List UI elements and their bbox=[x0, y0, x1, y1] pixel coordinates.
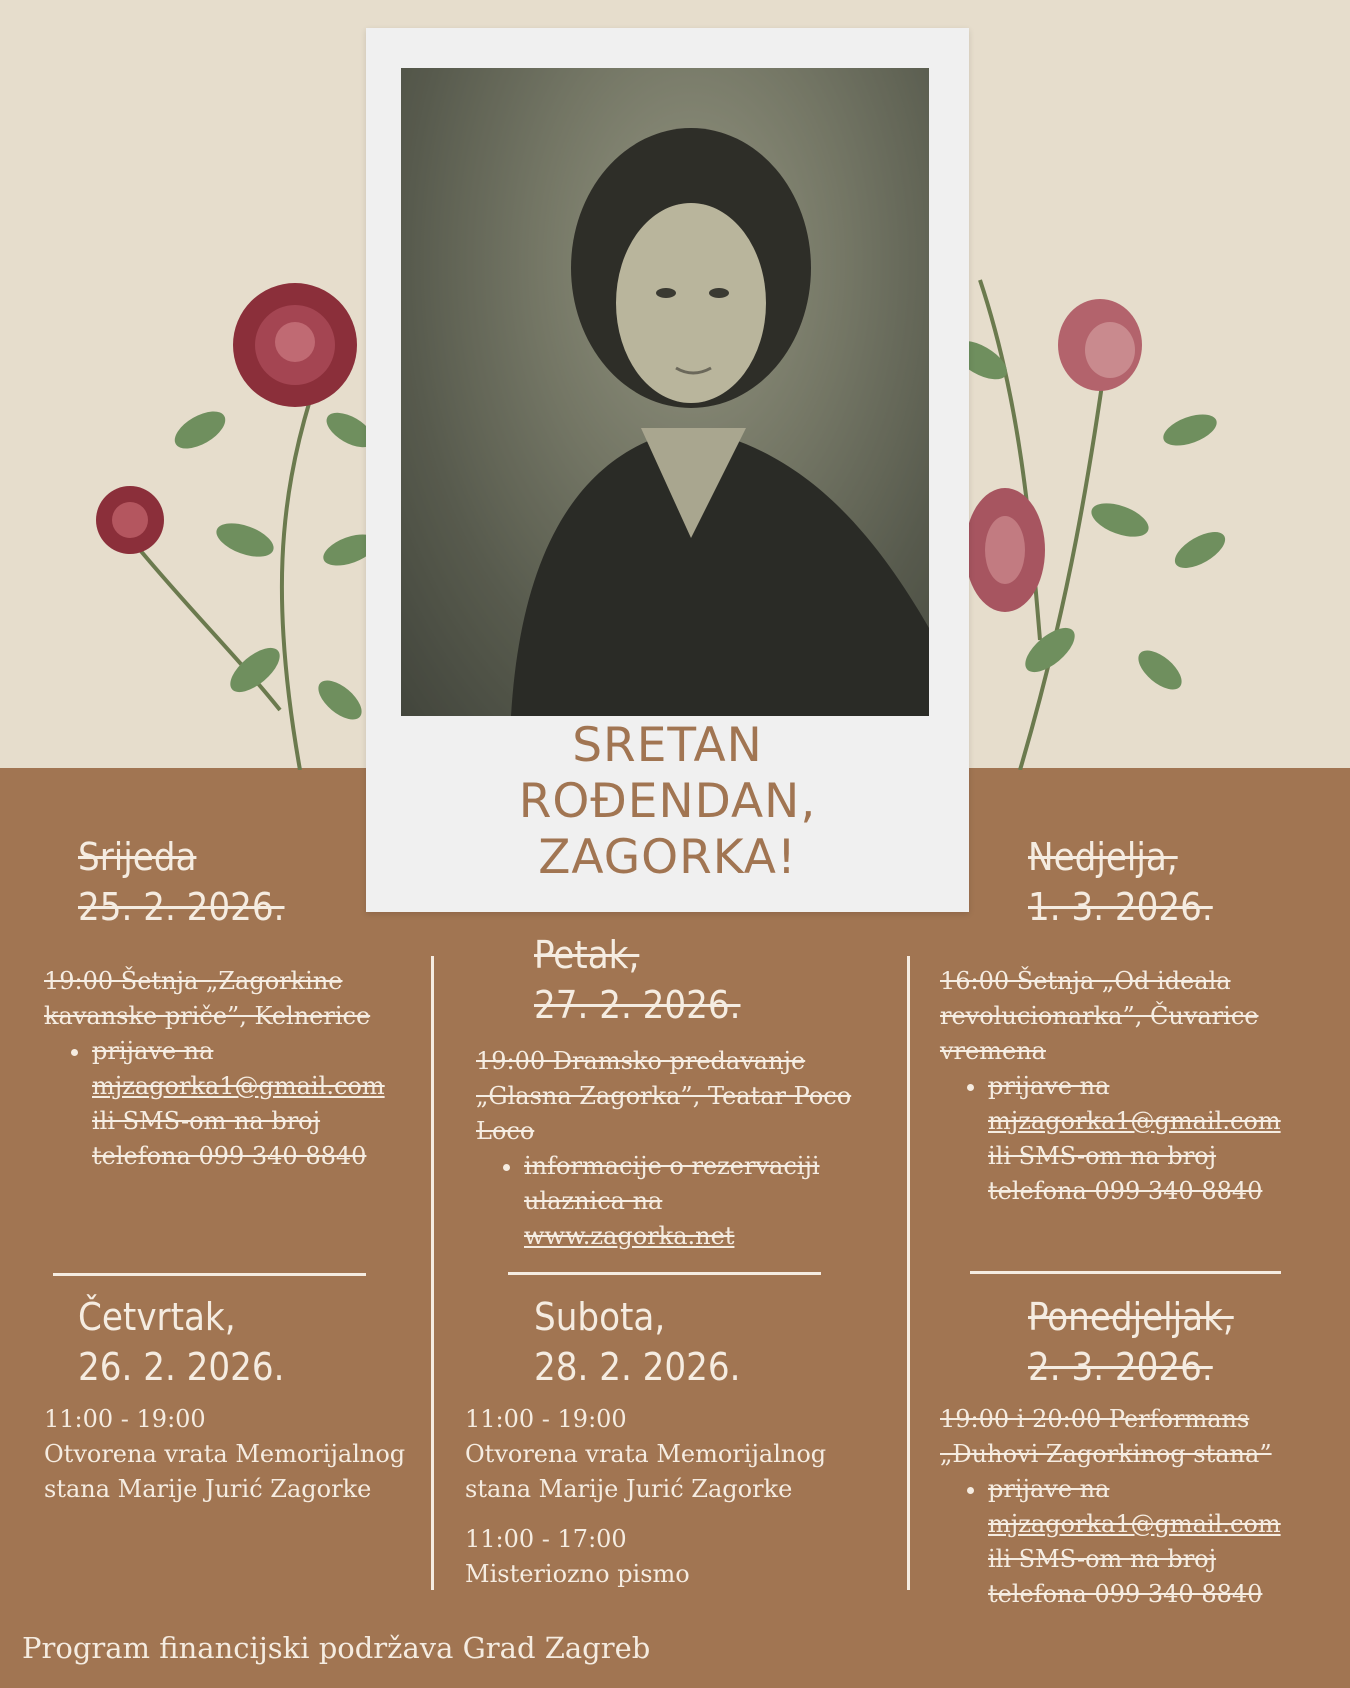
column-divider-left bbox=[431, 956, 434, 1590]
event-saturday-time-1: 11:00 - 19:00 bbox=[465, 1405, 627, 1433]
event-saturday-title-1: Otvorena vrata Memorijalnog stana Marije Jurić Zagorke bbox=[465, 1440, 827, 1503]
day-label-friday: Petak, 27. 2. 2026. bbox=[534, 933, 741, 1027]
day-label-saturday: Subota, 28. 2. 2026. bbox=[534, 1295, 741, 1389]
event-monday-text: 19:00 i 20:00 Performans „Duhovi Zagorkinog stana” bbox=[940, 1405, 1272, 1468]
roses-left-illustration bbox=[80, 280, 380, 770]
event-friday bbox=[476, 1044, 876, 1254]
event-friday-text: 19:00 Dramsko predavanje „Glasna Zagorka”, Teatar Poco Loco bbox=[476, 1047, 852, 1145]
bullet-text: ili SMS-om na broj telefona 099 340 8840 bbox=[92, 1107, 367, 1170]
event-sunday bbox=[940, 964, 1310, 1209]
divider bbox=[970, 1271, 1281, 1274]
divider bbox=[53, 1273, 366, 1276]
event-monday bbox=[940, 1402, 1310, 1612]
bullet-text: informacije o rezervaciji ulaznica na bbox=[524, 1152, 820, 1215]
portrait-photo bbox=[401, 68, 929, 716]
website-link[interactable]: www.zagorka.net bbox=[524, 1222, 735, 1250]
column-divider-right bbox=[907, 956, 910, 1590]
day-label-wednesday: Srijeda 25. 2. 2026. bbox=[78, 835, 285, 929]
email-link[interactable]: mjzagorka1@gmail.com bbox=[988, 1510, 1281, 1538]
event-thursday-time: 11:00 - 19:00 bbox=[44, 1405, 206, 1433]
event-saturday-title-2: Misteriozno pismo bbox=[465, 1560, 690, 1588]
email-link[interactable]: mjzagorka1@gmail.com bbox=[988, 1107, 1281, 1135]
event-thursday bbox=[44, 1402, 424, 1507]
poster-title: SRETAN ROĐENDAN, ZAGORKA! bbox=[518, 718, 817, 885]
day-label-thursday: Četvrtak, 26. 2. 2026. bbox=[78, 1295, 285, 1389]
divider bbox=[508, 1272, 821, 1275]
day-label-monday: Ponedjeljak, 2. 3. 2026. bbox=[1028, 1295, 1234, 1389]
bullet-text: prijave na bbox=[92, 1037, 214, 1065]
roses-right-illustration bbox=[960, 220, 1260, 770]
event-friday-bullet bbox=[524, 1149, 876, 1254]
event-wednesday-text: 19:00 Šetnja „Zagorkine kavanske priče”, Kelnerice bbox=[44, 967, 371, 1030]
event-saturday bbox=[465, 1402, 885, 1592]
event-wednesday bbox=[44, 964, 384, 1174]
event-thursday-title: Otvorena vrata Memorijalnog stana Marije Jurić Zagorke bbox=[44, 1440, 406, 1503]
polaroid-frame bbox=[366, 28, 969, 912]
event-sunday-text: 16:00 Šetnja „Od ideala revolucionarka”, Čuvarice vremena bbox=[940, 967, 1259, 1065]
bullet-text: ili SMS-om na broj telefona 099 340 8840 bbox=[988, 1142, 1263, 1205]
footer-sponsor: Program financijski podržava Grad Zagreb bbox=[22, 1631, 651, 1665]
event-saturday-time-2: 11:00 - 17:00 bbox=[465, 1525, 627, 1553]
event-wednesday-bullet bbox=[92, 1034, 384, 1174]
day-label-sunday: Nedjelja, 1. 3. 2026. bbox=[1028, 835, 1213, 929]
email-link[interactable]: mjzagorka1@gmail.com bbox=[92, 1072, 385, 1100]
event-sunday-bullet bbox=[988, 1069, 1310, 1209]
bullet-text: ili SMS-om na broj telefona 099 340 8840 bbox=[988, 1545, 1263, 1608]
bullet-text: prijave na bbox=[988, 1072, 1110, 1100]
portrait-silhouette bbox=[401, 68, 929, 716]
bullet-text: prijave na bbox=[988, 1475, 1110, 1503]
event-monday-bullet bbox=[988, 1472, 1310, 1612]
